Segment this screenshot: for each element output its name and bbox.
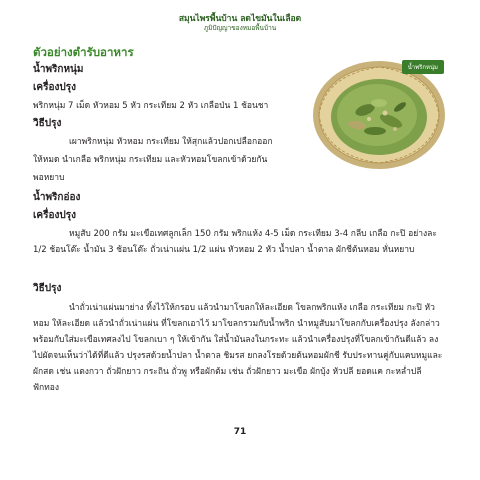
recipe1-method-line2: ให้หมด นำเกลือ พริกหนุ่ม กระเทียม และหัวหอมโขลกเข้าด้วยกัน (33, 155, 268, 165)
recipe2-ingredients: หมูสับ 200 กรัม มะเขือเทศลูกเล็ก 150 กรัม พริกแห้ง 4-5 เม็ด กระเทียม 3-4 กลีบ เกลือ กะปิ อย่างละ 1/2 ช้อนโต๊ะ น้ำมัน 3 ช้อนโต๊ะ ถั่วเน่าแผ่น 1/2 แผ่น หัวหอม 2 หัว น้ำปลา น้ำตาล ผักชีต้นหอม หั่นหยาบ (33, 229, 437, 255)
photo-label: น้ำพริกหนุ่ม (402, 60, 444, 74)
running-header-title: สมุนไพรพื้นบ้าน ลดไขมันในเลือด (178, 14, 302, 24)
recipe2-method: นำถั่วเน่าแผ่นมาย่าง ทิ้งไว้ให้กรอบ แล้วนำมาโขลกให้ละเอียด โขลกพริกแห้ง เกลือ กระเทียม กะปิ หัวหอม ให้ละเอียด แล้วนำถั่วเน่าแผ่น ที่โขลกเอาไว้ มาโขลกรวมกับน้ำพริก นำหมูสับมาโขลกกับเครื่องปรุง ลังกล่าวพร้อมกับใส่มะเขือเทศลงไป โขลกเบา ๆ ให้เข้ากัน ใส่น้ำมันลงในกระทะ แล้วนำเครื่องปรุงที่โขลกเข้ากันดีแล้ว ลงไปผัดจนเห็นว่าได้ที่ดีแล้ว ปรุงรสด้วยน้ำปลา น้ำตาล ชิมรส ยกลงโรยด้วยต้นหอมผักชี รับประทานคู่กับแคบหมูและผักสด เช่น แตงกวา ถั่วฝักยาว กระถิน ถั่วพู หรือผักต้ม เช่น ถั่วฝักยาว มะเขือ ผักบุ้ง หัวปลี ยอดแค กะหล่ำปลี ฟักทอง (33, 303, 443, 393)
recipe2-method-heading: วิธีปรุง (33, 283, 62, 294)
recipe1-method-line1: เผาพริกหนุ่ม หัวหอม กระเทียม ให้สุกแล้วปอกเปลือกออก (69, 137, 273, 147)
section-title: ตัวอย่างตำรับอาหาร (33, 45, 134, 59)
page-number: 71 (233, 427, 247, 437)
recipe1-ingredients: พริกหนุ่ม 7 เม็ด หัวหอม 5 หัว กระเทียม 2 หัว เกลือป่น 1 ช้อนชา (33, 101, 269, 111)
recipe2-title: น้ำพริกอ่อง (33, 192, 81, 203)
recipe1-title: น้ำพริกหนุ่ม (33, 64, 84, 75)
recipe1-method-heading: วิธีปรุง (33, 118, 62, 129)
running-header-subtitle: ภูมิปัญญาของหมอพื้นบ้าน (203, 24, 277, 32)
recipe1-method-line3: พอหยาบ (33, 173, 65, 183)
recipe2-ingredients-heading: เครื่องปรุง (33, 210, 76, 221)
recipe1-ingredients-heading: เครื่องปรุง (33, 82, 76, 93)
